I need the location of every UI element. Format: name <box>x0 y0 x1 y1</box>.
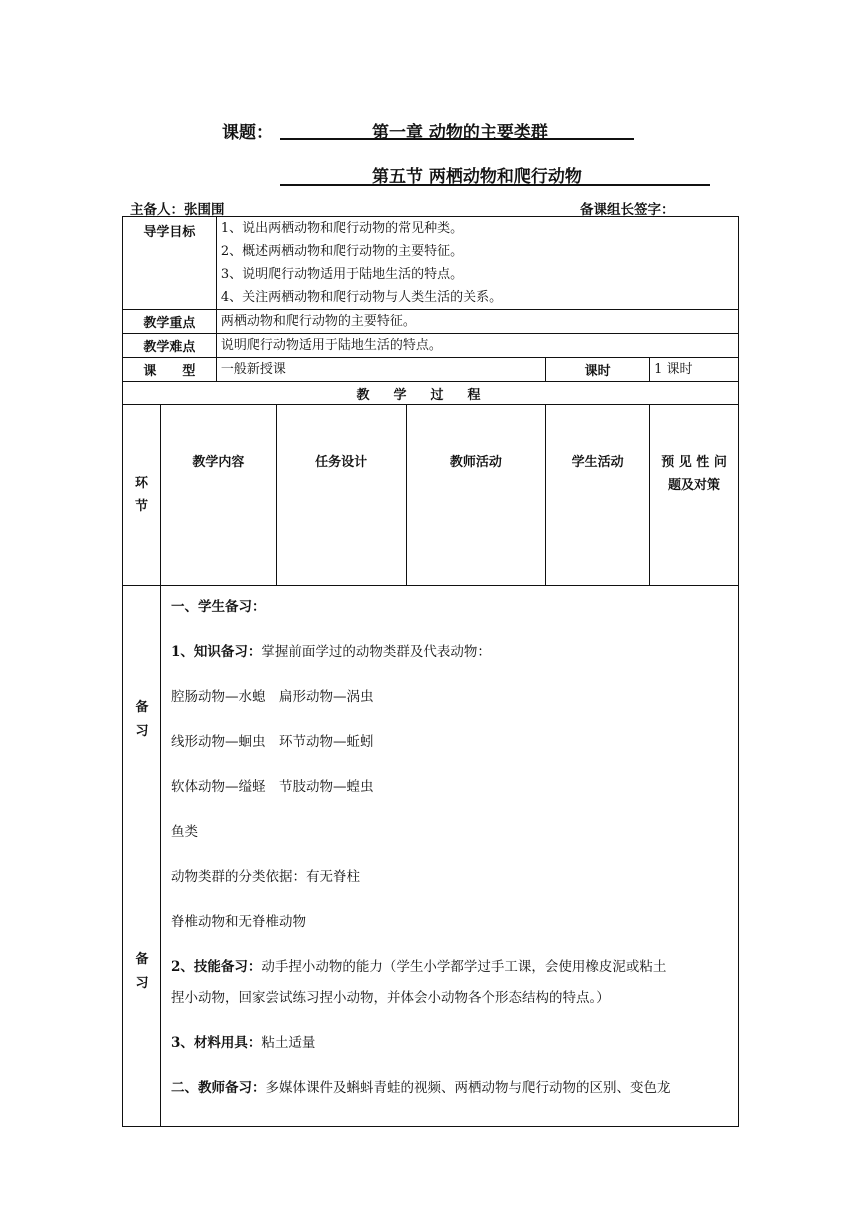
title-label: 课题： <box>222 123 273 143</box>
goals-list <box>216 217 738 310</box>
animal-fish: 鱼类 <box>170 824 198 840</box>
classification-basis: 动物类群的分类依据：有无脊柱 <box>170 869 360 885</box>
key-row <box>123 310 739 334</box>
materials: 3、材料用具：粘土适量 <box>170 1035 316 1051</box>
col-forecast: 预 见 性 问 题及对策 <box>650 405 739 586</box>
stage-label-second: 备 习 <box>135 952 149 991</box>
col-task: 任务设计 <box>276 405 406 586</box>
hours-label: 课时 <box>546 358 650 382</box>
preview-content <box>160 586 738 1127</box>
student-preview-heading: 一、学生备习： <box>170 599 266 615</box>
goals-label: 导学目标 <box>123 217 217 310</box>
skill-preview-continued: 捏小动物，回家尝试练习捏小动物，并体会小动物各个形态结构的特点。） <box>170 990 610 1006</box>
goal-item: 3、说明爬行动物适用于陆地生活的特点。 <box>220 267 464 282</box>
key-label: 教学重点 <box>123 310 217 334</box>
preparer: 主备人：张围围 <box>130 202 225 218</box>
teacher-preview: 二、教师备习：多媒体课件及蝌蚪青蛙的视频、两栖动物与爬行动物的区别、变色龙 <box>170 1080 671 1096</box>
type-row <box>123 358 739 382</box>
col-student: 学生活动 <box>546 405 650 586</box>
process-heading-row <box>123 382 739 405</box>
difficulty-row <box>123 334 739 358</box>
col-content: 教学内容 <box>160 405 276 586</box>
preview-row <box>123 586 739 1127</box>
leader-sign: 备课组长签字： <box>580 202 675 218</box>
chapter-title: 第一章 动物的主要类群 <box>372 123 548 143</box>
animal-pair: 软体动物—缢蛏 节肢动物—蝗虫 <box>170 779 374 795</box>
stage-label-first: 备 习 <box>135 700 149 739</box>
column-header-row <box>123 405 739 586</box>
goal-item: 2、概述两栖动物和爬行动物的主要特征。 <box>220 244 464 259</box>
col-stage: 环 节 <box>123 405 161 586</box>
goal-item: 4、关注两栖动物和爬行动物与人类生活的关系。 <box>220 290 503 305</box>
goals-row <box>123 217 739 310</box>
knowledge-preview: 1、知识备习：掌握前面学过的动物类群及代表动物： <box>170 644 491 660</box>
hours-value: 1 课时 <box>650 358 739 382</box>
type-value: 一般新授课 <box>216 358 545 382</box>
skill-preview: 2、技能备习：动手捏小动物的能力（学生小学都学过手工课，会使用橡皮泥或粘土 <box>170 959 667 975</box>
vertebrate-note: 脊椎动物和无脊椎动物 <box>170 914 306 930</box>
animal-pair: 腔肠动物—水螅 扁形动物—涡虫 <box>170 689 374 705</box>
stage-cell <box>123 586 161 1127</box>
animal-pair: 线形动物—蛔虫 环节动物—蚯蚓 <box>170 734 374 750</box>
lesson-plan-table <box>122 216 739 1127</box>
type-label: 课 型 <box>123 358 217 382</box>
goal-item: 1、说出两栖动物和爬行动物的常见种类。 <box>220 221 464 236</box>
process-heading: 教学过程 <box>123 382 739 405</box>
col-teacher: 教师活动 <box>406 405 546 586</box>
difficulty-value: 说明爬行动物适用于陆地生活的特点。 <box>216 334 738 358</box>
key-value: 两栖动物和爬行动物的主要特征。 <box>216 310 738 334</box>
section-title: 第五节 两栖动物和爬行动物 <box>372 167 582 187</box>
difficulty-label: 教学难点 <box>123 334 217 358</box>
